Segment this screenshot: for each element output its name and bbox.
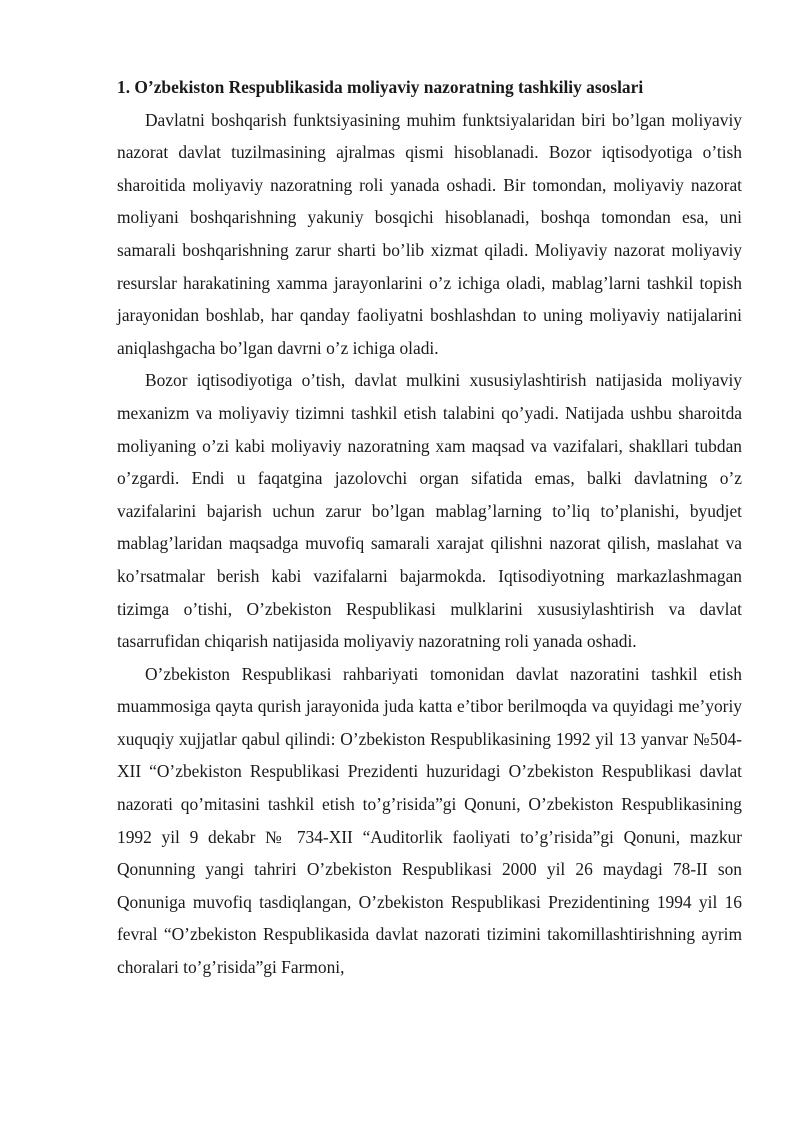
section-heading: 1. O’zbekiston Respublikasida moliyaviy nazoratning tashkiliy asoslari: [117, 77, 644, 97]
paragraph-1: Davlatni boshqarish funktsiyasining muhim funktsiyalaridan biri bo’lgan moliyaviy nazorat davlat tuzilmasining ajralmas qismi hisoblanadi. Bozor iqtisodyotiga o’tish sharoitida moliyaviy nazoratning roli yanada oshadi. Bir tomondan, moliyaviy nazorat moliyani boshqarishning yakuniy bosqichi hisoblanadi, boshqa tomondan esa, uni samarali boshqarishning zarur sharti bo’lib xizmat qiladi. Moliyaviy nazorat moliyaviy resurslar harakatining xamma jarayonlarini o’z ichiga oladi, mablag’larni tashkil topish jarayonidan boshlab, har qanday faoliyatni boshlashdan to uning moliyaviy natijalarini aniqlashgacha bo’lgan davrni o’z ichiga oladi.: [117, 109, 742, 358]
paragraph-2: Bozor iqtisodiyotiga o’tish, davlat mulkini xususiylashtirish natijasida moliyaviy mexanizm va moliyaviy tizimni tashkil etish talabini qo’yadi. Natijada ushbu sharoitda moliyaning o’zi kabi moliyaviy nazoratning xam maqsad va vazifalari, shakllari tubdan o’zgardi. Endi u faqatgina jazolovchi organ sifatida emas, balki davlatning o’z vazifalarini bajarish uchun zarur bo’lgan mablag’larning to’liq to’planishi, byudjet mablag’laridan maqsadga muvofiq samarali xarajat qilishni nazorat qilish, maslahat va ko’rsatmalar berish kabi vazifalarni bajarmokda. Iqtisodiyotning markazlashmagan tizimga o’tishi, O’zbekiston Respublikasi mulklarini xususiylashtirish va davlat tasarrufidan chiqarish natijasida moliyaviy nazoratning roli yanada oshadi.: [117, 370, 742, 652]
document-body: [117, 71, 742, 984]
paragraph-3: O’zbekiston Respublikasi rahbariyati tomonidan davlat nazoratini tashkil etish muammosiga qayta qurish jarayonida juda katta e’tibor berilmoqda va quyidagi me’yoriy xuquqiy xujjatlar qabul qilindi: O’zbekiston Respublikasining 1992 yil 13 yanvar №504-XII “O’zbekiston Respublikasi Prezidenti huzuridagi O’zbekiston Respublikasi davlat nazorati qo’mitasini tashkil etish to’g’risida”gi Qonuni, O’zbekiston Respublikasining 1992 yil 9 dekabr № 734-XII “Auditorlik faoliyati to’g’risida”gi Qonuni, mazkur Qonunning yangi tahriri O’zbekiston Respublikasi 2000 yil 26 maydagi 78-II son Qonuniga muvofiq tasdiqlangan, O’zbekiston Respublikasi Prezidentining 1994 yil 16 fevral “O’zbekiston Respublikasida davlat nazorati tizimini takomillashtirishning ayrim choralari to’g’risida”gi Farmoni,: [117, 663, 742, 978]
